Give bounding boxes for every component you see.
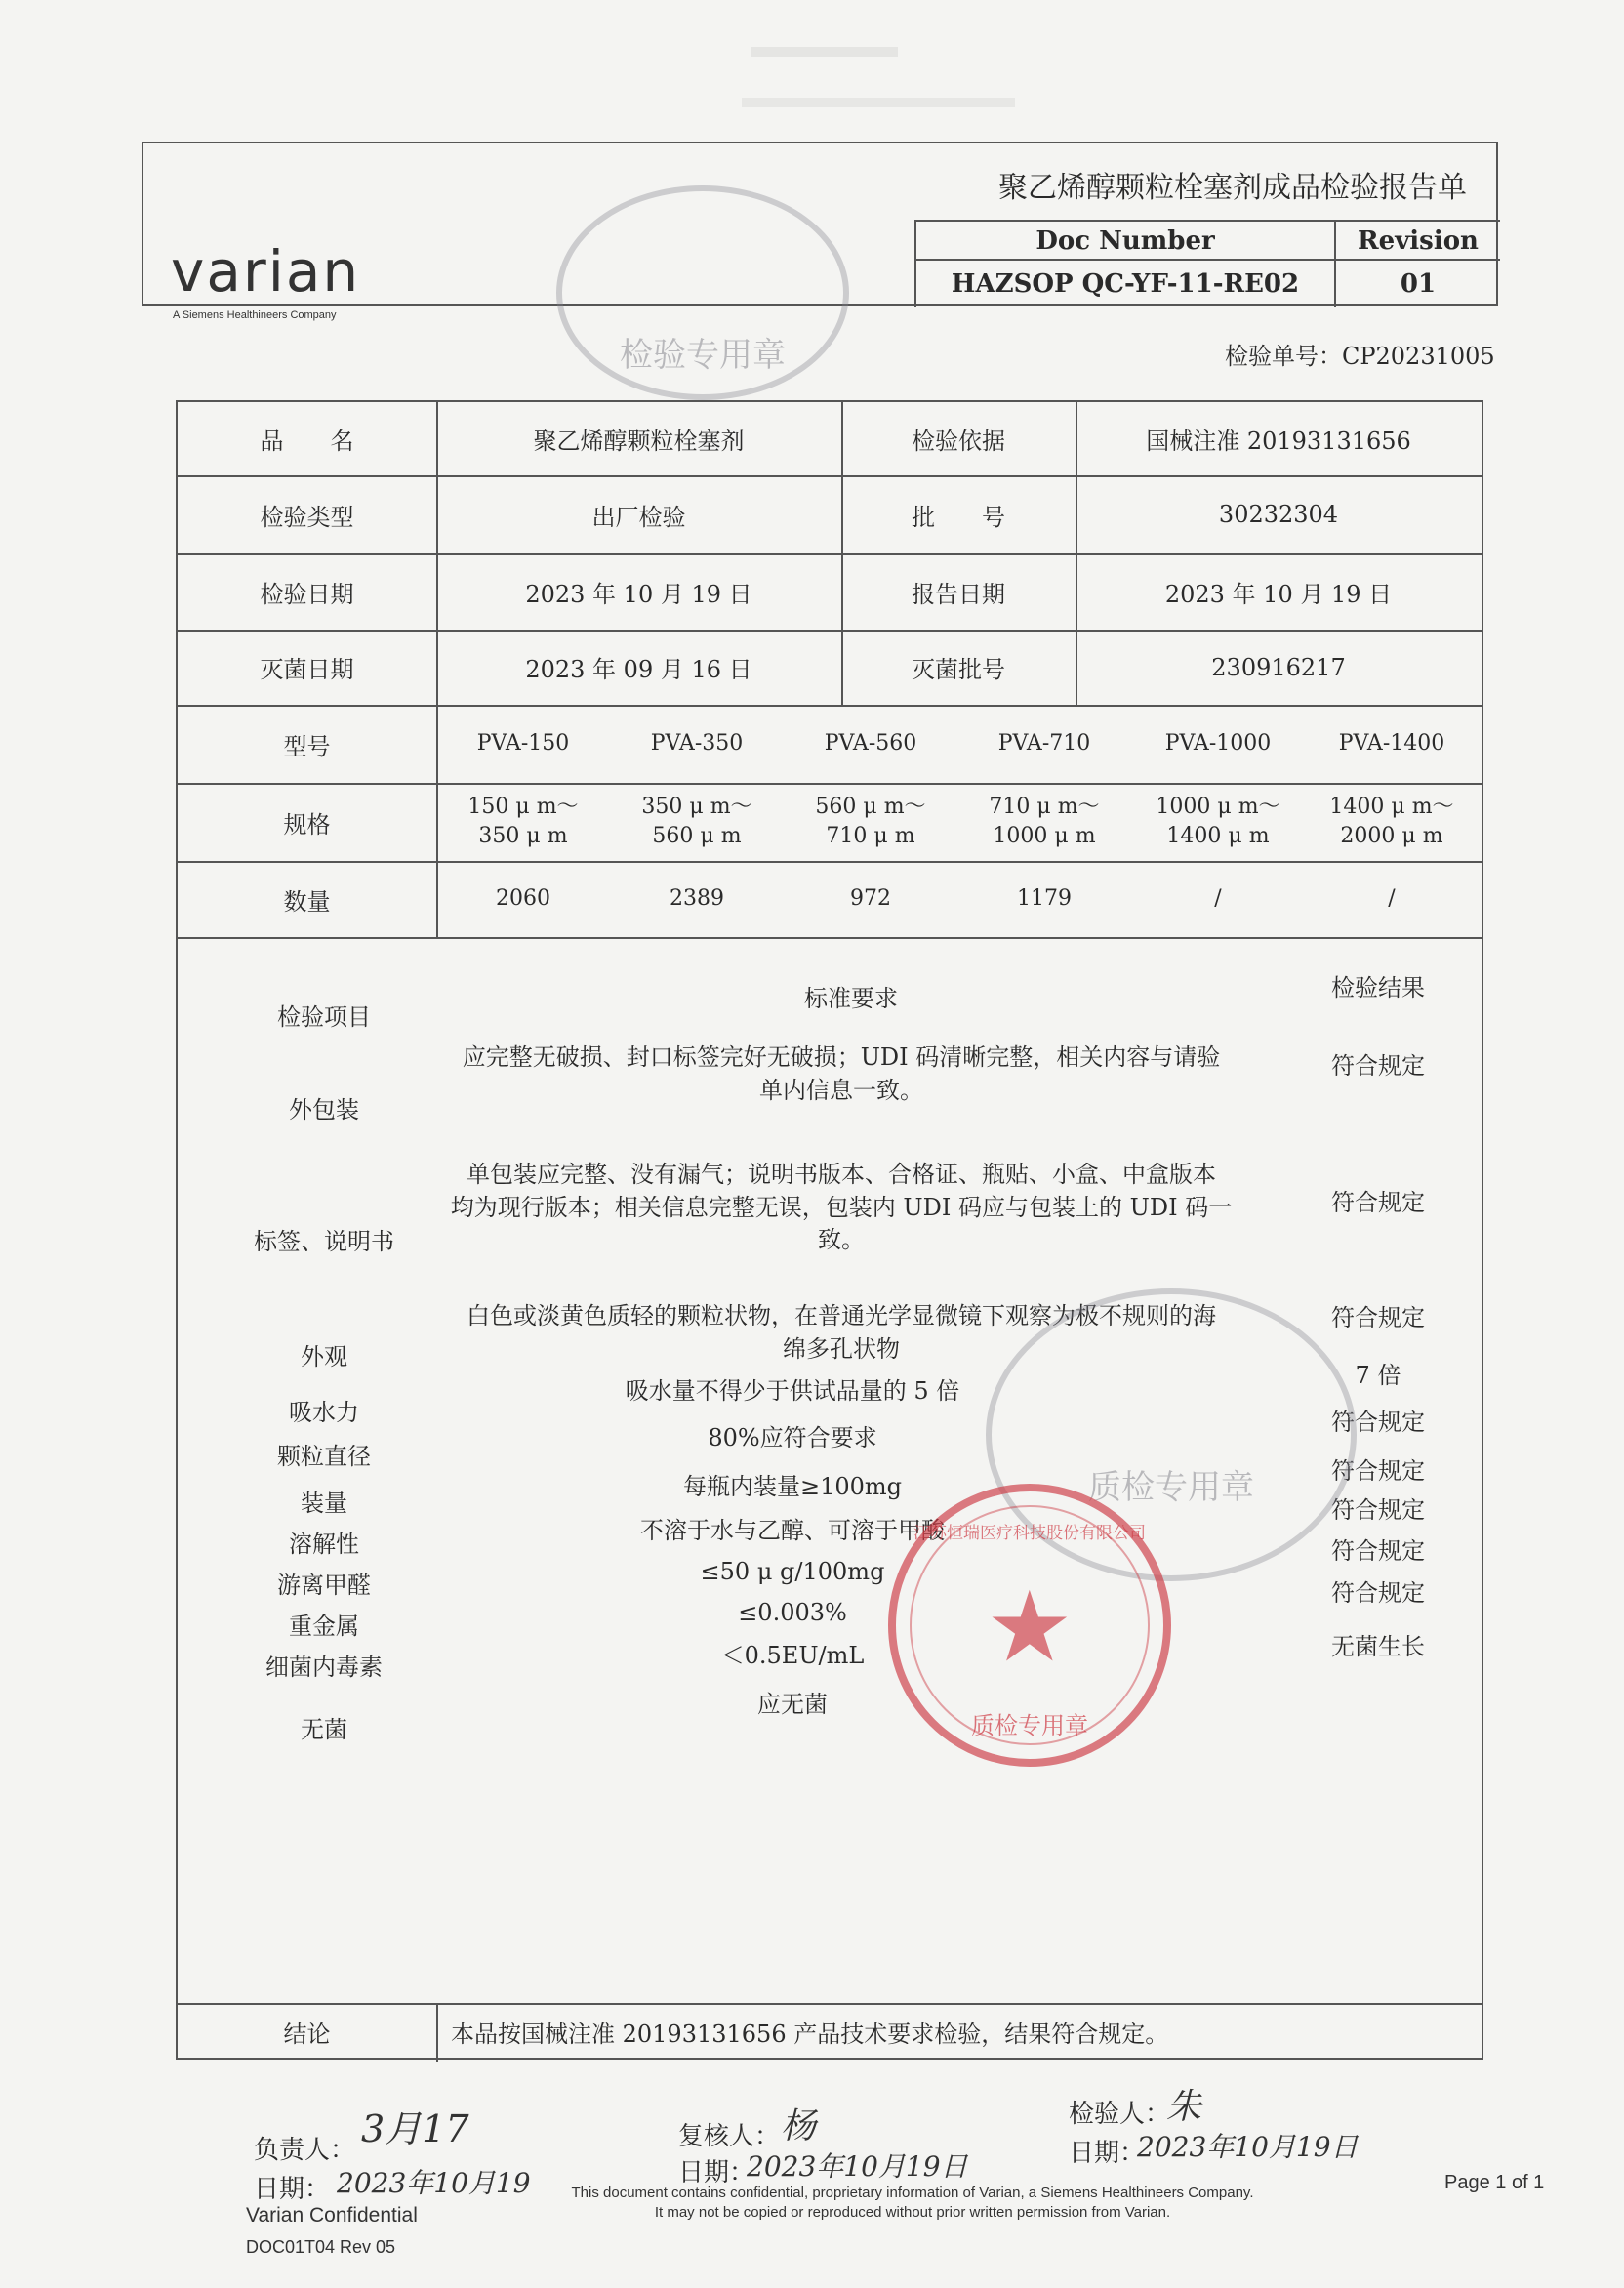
result-header: 检验结果 [1331, 974, 1425, 1001]
steril-batch: 230916217 [1211, 653, 1346, 681]
basis-value: 国械注准 20193131656 [1146, 428, 1411, 455]
product-name: 聚乙烯醇颗粒栓塞剂 [533, 428, 745, 455]
result-endotoxin: 无菌生长 [1331, 1633, 1425, 1660]
steril-date: 2023 年 09 月 16 日 [525, 656, 752, 683]
doc-number-table [914, 220, 1500, 307]
item-heavy-metal: 重金属 [289, 1613, 359, 1640]
req-appearance-line: 白色或淡黄色质轻的颗粒状物，在普通光学显微镜下观察为极不规则的海 [467, 1302, 1216, 1329]
inspector-date: 2023年10月19日 [1137, 2131, 1359, 2163]
reviewer-date-label: 日期： [678, 2158, 755, 2187]
req-sterile: 应无菌 [757, 1691, 828, 1718]
model-4: PVA-710 [997, 731, 1091, 756]
model-3: PVA-560 [824, 731, 917, 756]
req-formaldehyde: ≤50 μ g/100mg [700, 1558, 885, 1585]
inspection-stamp-grey [556, 185, 849, 400]
page-number: Page 1 of 1 [1444, 2172, 1545, 2193]
doc-number-label: Doc Number [916, 222, 1336, 261]
qty-3: 972 [850, 886, 891, 912]
model-2: PVA-350 [650, 731, 744, 756]
batch-value: 30232304 [1218, 501, 1339, 528]
spec-3-from: 560 μ m～ [815, 795, 926, 820]
document-title: 聚乙烯醇颗粒栓塞剂成品检验报告单 [998, 171, 1467, 205]
item-size: 颗粒直径 [277, 1443, 371, 1470]
req-endotoxin: ＜0.5EU/mL [720, 1642, 865, 1669]
spec-5-to: 1400 μ m [1166, 824, 1270, 848]
grey-stamp-text: 质检专用章 [1088, 1468, 1254, 1507]
spec-4 [957, 783, 1131, 861]
basis-label: 检验依据 [912, 428, 1005, 455]
model-6: PVA-1400 [1338, 731, 1445, 756]
req-label [402, 1159, 1280, 1257]
item-sterile: 无菌 [301, 1716, 347, 1743]
responsible-signature: 3月17 [361, 2107, 469, 2150]
item-fill: 装量 [301, 1490, 347, 1517]
spec-6-to: 2000 μ m [1340, 824, 1443, 848]
revision-label: Revision [1336, 222, 1500, 261]
req-size: 80%应符合要求 [708, 1424, 877, 1451]
spec-label: 规格 [283, 810, 331, 838]
spec-2-from: 350 μ m～ [641, 795, 752, 820]
model-label: 型号 [283, 732, 331, 760]
reviewer-label: 复核人： [678, 2122, 781, 2151]
doc-number: HAZSOP QC-YF-11-RE02 [916, 261, 1336, 307]
item-formaldehyde: 游离甲醛 [277, 1572, 371, 1599]
result-appearance: 符合规定 [1331, 1304, 1425, 1331]
req-fill: 每瓶内装量≥100mg [682, 1473, 903, 1500]
model-1: PVA-150 [476, 731, 570, 756]
company-seal-red [888, 1484, 1171, 1767]
req-absorb: 吸水量不得少于供试品量的 5 倍 [625, 1377, 960, 1405]
steril-batch-label: 灭菌批号 [912, 656, 1005, 683]
req-label-line: 致。 [818, 1226, 865, 1254]
reviewer-signature: 杨 [781, 2106, 817, 2146]
steril-date-label: 灭菌日期 [260, 656, 354, 683]
result-absorb: 7 倍 [1355, 1362, 1401, 1389]
spec-6-from: 1400 μ m～ [1329, 795, 1454, 820]
responsible-date-label: 日期： [254, 2175, 331, 2204]
inspection-table [176, 400, 1483, 2060]
result-label: 符合规定 [1331, 1189, 1425, 1216]
report-number: 检验单号：CP20231005 [1225, 343, 1495, 370]
test-date: 2023 年 10 月 19 日 [525, 580, 752, 608]
req-outer-pack-line: 应完整无破损、封口标签完好无破损；UDI 码清晰完整，相关内容与请验 [462, 1043, 1221, 1071]
conclusion-label: 结论 [283, 2020, 331, 2048]
scan-mark [751, 47, 898, 57]
item-endotoxin: 细菌内毒素 [265, 1654, 383, 1681]
spec-3-to: 710 μ m [826, 824, 915, 848]
req-header: 标准要求 [804, 985, 898, 1012]
result-size: 符合规定 [1331, 1409, 1425, 1436]
type-value: 出厂检验 [591, 503, 686, 531]
inspector-signature: 朱 [1166, 2087, 1202, 2127]
result-fill: 符合规定 [1331, 1457, 1425, 1485]
varian-logo: varian [171, 238, 361, 305]
batch-label: 批 号 [912, 503, 1005, 531]
grey-stamp-text: 检验专用章 [620, 336, 786, 375]
footer-notice-2: It may not be copied or reproduced without prior written permission from Varian. [654, 2204, 1171, 2221]
item-outer-pack: 外包装 [289, 1096, 359, 1124]
spec-1-to: 350 μ m [478, 824, 568, 848]
result-formaldehyde: 符合规定 [1331, 1537, 1425, 1565]
inspector-label: 检验人： [1069, 2100, 1171, 2129]
spec-6 [1305, 783, 1479, 861]
seal-bottom-text: 质检专用章 [971, 1712, 1088, 1739]
footer-doc-code: DOC01T04 Rev 05 [246, 2237, 396, 2257]
req-outer-pack [402, 1042, 1280, 1107]
result-solubility: 符合规定 [1331, 1496, 1425, 1524]
seal-star-icon: ★ [986, 1570, 1074, 1684]
qty-1: 2060 [496, 886, 550, 912]
req-outer-pack-line: 单内信息一致。 [759, 1076, 923, 1104]
req-heavy-metal: ≤0.003% [738, 1599, 847, 1626]
responsible-label: 负责人： [254, 2136, 356, 2165]
reviewer-date: 2023年10月19日 [747, 2150, 968, 2183]
model-5: PVA-1000 [1164, 731, 1272, 756]
footer-confidential: Varian Confidential [246, 2204, 418, 2227]
spec-4-from: 710 μ m～ [989, 795, 1100, 820]
conclusion-text: 本品按国械注准 20193131656 产品技术要求检验，结果符合规定。 [451, 2020, 1169, 2048]
qty-2: 2389 [670, 886, 724, 912]
test-date-label: 检验日期 [260, 580, 354, 608]
req-label-line: 单包装应完整、没有漏气；说明书版本、合格证、瓶贴、小盒、中盒版本 [467, 1161, 1216, 1188]
product-name-label: 品 名 [260, 428, 354, 455]
spec-2 [610, 783, 784, 861]
responsible-date: 2023年10月19 [337, 2167, 531, 2199]
result-outer-pack: 符合规定 [1331, 1052, 1425, 1080]
revision: 01 [1400, 269, 1437, 299]
item-header: 检验项目 [277, 1003, 371, 1031]
logo-subtitle: A Siemens Healthineers Company [173, 309, 337, 321]
spec-3 [784, 783, 957, 861]
spec-5-from: 1000 μ m～ [1156, 795, 1280, 820]
type-label: 检验类型 [260, 503, 354, 531]
spec-1 [436, 783, 610, 861]
seal-company-text: 江苏恒瑞医疗科技股份有限公司 [914, 1524, 1146, 1543]
item-appearance: 外观 [301, 1343, 347, 1370]
spec-4-to: 1000 μ m [993, 824, 1096, 848]
footer-notice-1: This document contains confidential, proprietary information of Varian, a Siemens Healthineers Company. [571, 2185, 1254, 2201]
item-solubility: 溶解性 [289, 1531, 359, 1558]
spec-1-from: 150 μ m～ [467, 795, 579, 820]
item-label: 标签、说明书 [254, 1228, 394, 1255]
report-date: 2023 年 10 月 19 日 [1164, 580, 1393, 608]
spec-5 [1131, 783, 1305, 861]
req-solubility: 不溶于水与乙醇、可溶于甲酸 [640, 1517, 945, 1544]
req-label-line: 均为现行版本；相关信息完整无误，包装内 UDI 码应与包装上的 UDI 码一 [450, 1193, 1233, 1221]
report-date-label: 报告日期 [912, 580, 1005, 608]
qty-label: 数量 [283, 887, 331, 916]
qty-4: 1179 [1017, 886, 1072, 912]
result-heavy-metal: 符合规定 [1331, 1579, 1425, 1607]
scan-mark [742, 98, 1015, 107]
qty-5: / [1214, 886, 1222, 912]
item-absorb: 吸水力 [289, 1399, 359, 1426]
inspector-date-label: 日期： [1069, 2139, 1146, 2168]
spec-2-to: 560 μ m [652, 824, 742, 848]
qty-6: / [1388, 886, 1396, 912]
req-appearance-line: 绵多孔状物 [783, 1334, 900, 1363]
